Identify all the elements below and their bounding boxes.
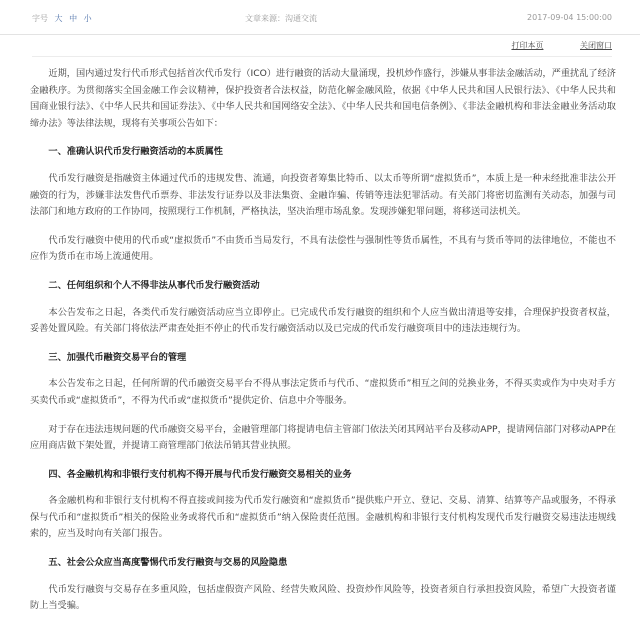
section-heading: 三、加强代币融资交易平台的管理 bbox=[48, 351, 187, 363]
section-paragraph: 本公告发布之日起，任何所谓的代币融资交易平台不得从事法定货币与代币、“虚拟货币”相互之间的兑换业务，不得买卖或作为中央对手方买卖代币或“虚拟货币”，不得为代币或“虚拟货币”提供定价、信息中介等服务。 bbox=[30, 378, 616, 406]
section-paragraph: 本公告发布之日起，各类代币发行融资活动应当立即停止。已完成代币发行融资的组织和个人应当做出清退等安排，合理保护投资者权益，妥善处置风险。有关部门将依法严肃查处拒不停止的代币发行融资活动以及已完成的代币发行融资项目中的违法违规行为。 bbox=[30, 306, 616, 335]
article-body bbox=[30, 66, 616, 627]
article-meta-bar bbox=[0, 0, 640, 35]
section-paragraph: 代币发行融资中使用的代币或“虚拟货币”不由货币当局发行，不具有法偿性与强制性等货币属性，不具有与货币等同的法律地位，不能也不应作为货币在市场上流通使用。 bbox=[30, 234, 616, 263]
close-window-link[interactable]: 关闭窗口 bbox=[580, 41, 612, 50]
print-page-link[interactable]: 打印本页 bbox=[511, 41, 544, 50]
section-paragraph: 对于存在违法违规问题的代币融资交易平台，金融管理部门将提请电信主管部门依法关闭其网站平台及移动APP，提请网信部门对移动APP在应用商店做下架处置，并提请工商管理部门依法吊销其营业执照。 bbox=[30, 423, 616, 452]
font-size-large-link[interactable]: 大 bbox=[54, 14, 63, 23]
section-heading: 一、准确认识代币发行融资活动的本质属性 bbox=[48, 146, 223, 158]
article-intro: 近期，国内通过发行代币形式包括首次代币发行（ICO）进行融资的活动大量涌现，投机炒作盛行，涉嫌从事非法金融活动，严重扰乱了经济金融秩序。为贯彻落实全国金融工作会议精神，保护投资者合法权益，防范化解金融风险，依据《中华人民共和国人民银行法》、《中华人民共和国商业银行法》、《中华人民共和国证券法》、《中华人民共和国网络安全法》、《中华人民共和国电信条例》、《非法金融机构和非法金融业务活动取缔办法》等法律法规，现将有关事项公告如下： bbox=[30, 68, 616, 129]
section-paragraph: 各金融机构和非银行支付机构不得直接或间接为代币发行融资和“虚拟货币”提供账户开立、登记、交易、清算、结算等产品或服务，不得承保与代币和“虚拟货币”相关的保险业务或将代币和“虚拟货币”纳入保险责任范围。金融机构和非银行支付机构发现代币发行融资交易违法违规线索的，应当及时向有关部门报告。 bbox=[30, 495, 616, 540]
divider bbox=[32, 56, 612, 57]
page-actions bbox=[477, 40, 612, 51]
article-datetime: 2017-09-04 15:00:00 bbox=[527, 13, 612, 22]
section-paragraph: 代币发行融资是指融资主体通过代币的违规发售、流通，向投资者筹集比特币、以太币等所谓“虚拟货币”，本质上是一种未经批准非法公开融资的行为，涉嫌非法发售代币票券、非法发行证券以及非法集资、金融诈骗、传销等违法犯罪活动。有关部门将密切监测有关动态，加强与司法部门和地方政府的工作协同，按照现行工作机制，严格执法，坚决治理市场乱象。发现涉嫌犯罪问题，将移送司法机关。 bbox=[30, 172, 616, 218]
section-heading: 五、社会公众应当高度警惕代币发行融资与交易的风险隐患 bbox=[48, 557, 288, 569]
font-size-medium-link[interactable]: 中 bbox=[69, 14, 78, 23]
section-heading: 四、各金融机构和非银行支付机构不得开展与代币发行融资交易相关的业务 bbox=[48, 468, 352, 480]
font-size-switcher bbox=[32, 13, 96, 24]
article-source: 文章来源：沟通交流 bbox=[245, 14, 317, 23]
font-size-small-link[interactable]: 小 bbox=[83, 14, 92, 23]
section-heading: 二、任何组织和个人不得非法从事代币发行融资活动 bbox=[48, 279, 260, 291]
font-size-label: 字号 bbox=[32, 14, 48, 23]
section-paragraph: 代币发行融资与交易存在多重风险，包括虚假资产风险、经营失败风险、投资炒作风险等，投资者须自行承担投资风险，希望广大投资者谨防上当受骗。 bbox=[30, 583, 616, 612]
